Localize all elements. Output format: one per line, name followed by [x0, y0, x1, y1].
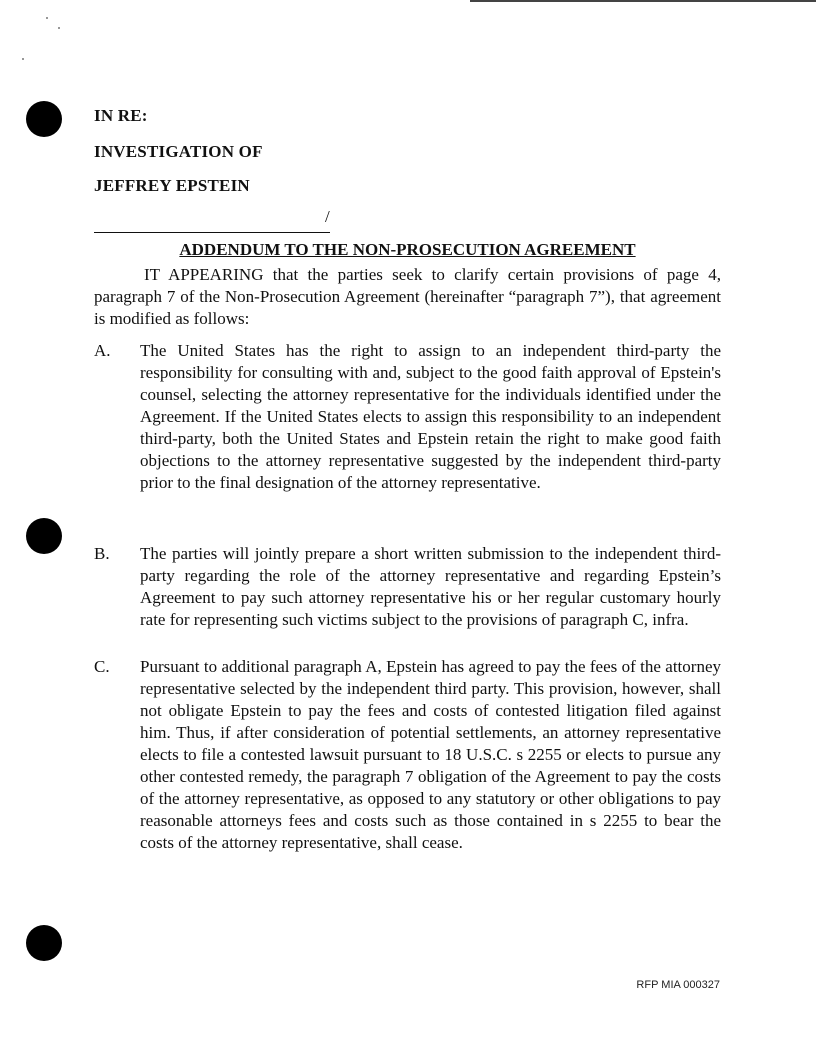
provision-b-letter: B. — [94, 544, 110, 563]
hole-punch-mark — [26, 518, 62, 554]
scan-speck — [46, 17, 48, 19]
hole-punch-mark — [26, 101, 62, 137]
provision-c-text: Pursuant to additional paragraph A, Epstein has agreed to pay the fees of the attorney representative selected by the independent third party. This provision, however, shall not obligate Epstein to pay the fees and costs of contested litigation filed against him. Thus, if after consideration of potential settlements, an attorney representative elects to file a contested lawsuit pursuant to 18 U.S.C. s 2255 or elects to pursue any other contested remedy, the paragraph 7 obligation of the Agreement to pay the costs of the attorney representative, as opposed to any statutory or other obligations to pay reasonable attorneys fees and costs such as those contained in s 2255 to bear the costs of the attorney representative, shall cease. — [140, 657, 721, 852]
caption-slash: / — [325, 207, 330, 226]
hole-punch-mark — [26, 925, 62, 961]
provision-c-letter: C. — [94, 657, 110, 676]
scan-top-edge-line — [470, 0, 816, 2]
bates-number: RFP MIA 000327 — [636, 979, 720, 991]
provision-a — [94, 340, 721, 494]
provision-b-text: The parties will jointly prepare a short written submission to the independent third-party regarding the role of the attorney representative and regarding Epstein’s Agreement to pay such attorney representative his or her regular customary hourly rate for representing such victims subject to the provisions of paragraph C, infra. — [140, 544, 721, 629]
caption-subject-name: JEFFREY EPSTEIN — [94, 176, 250, 195]
caption-investigation: INVESTIGATION OF — [94, 142, 263, 161]
provision-a-letter: A. — [94, 341, 111, 360]
scan-speck — [22, 58, 24, 60]
caption-in-re: IN RE: — [94, 106, 148, 125]
intro-paragraph: IT APPEARING that the parties seek to clarify certain provisions of page 4, paragraph 7 of the Non-Prosecution Agreement (hereinafter “paragraph 7”), that agreement is modified as follows: — [94, 265, 721, 328]
document-title: ADDENDUM TO THE NON-PROSECUTION AGREEMENT — [179, 240, 636, 259]
provision-c — [94, 656, 721, 854]
provision-b — [94, 543, 721, 631]
caption-underline — [94, 210, 330, 233]
scan-speck — [58, 27, 60, 29]
provision-a-text: The United States has the right to assign to an independent third-party the responsibility for consulting with and, subject to the good faith approval of Epstein's counsel, selecting the attorney representative for the individuals identified under the Agreement. If the United States elects to assign this responsibility to an independent third-party, both the United States and Epstein retain the right to make good faith objections to the attorney representative suggested by the independent third-party prior to the final designation of the attorney representative. — [140, 341, 721, 492]
